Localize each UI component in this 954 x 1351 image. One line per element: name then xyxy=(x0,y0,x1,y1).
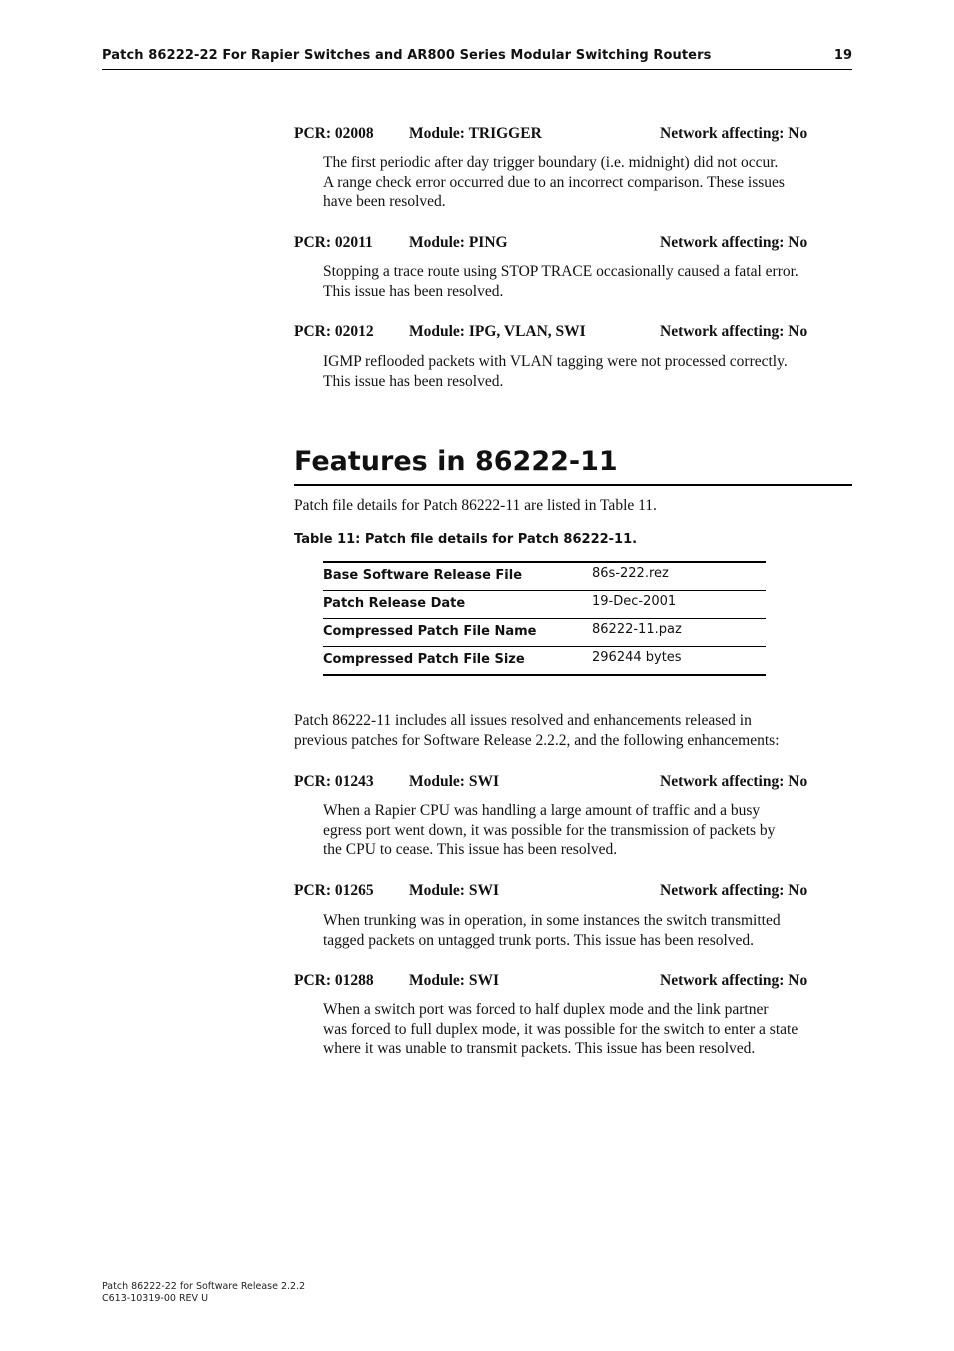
pcr-description-line: egress port went down, it was possible for the transmission of packets by xyxy=(323,821,776,839)
pcr-description-line: When a Rapier CPU was handling a large amount of traffic and a busy xyxy=(323,802,761,819)
pcr-module: Module: SWI xyxy=(409,773,499,790)
table-row-value: 86222-11.paz xyxy=(592,622,682,637)
pcr-network-affecting: Network affecting: No xyxy=(660,882,808,899)
table-row xyxy=(323,647,766,674)
pcr-description-line: This issue has been resolved. xyxy=(323,372,504,390)
pcr-module: Module: IPG, VLAN, SWI xyxy=(409,323,586,340)
summary-line: previous patches for Software Release 2.2.2, and the following enhancements: xyxy=(294,731,780,749)
pcr-description-line: the CPU to cease. This issue has been resolved. xyxy=(323,841,618,858)
pcr-description xyxy=(323,352,855,391)
footer-line: C613-10319-00 REV U xyxy=(102,1292,209,1304)
pcr-network-affecting: Network affecting: No xyxy=(660,234,808,251)
pcr-description-line: where it was unable to transmit packets. This issue has been resolved. xyxy=(323,1040,756,1057)
pcr-id: PCR: 02012 xyxy=(294,323,374,340)
pcr-heading xyxy=(294,972,854,992)
pcr-description-line: This issue has been resolved. xyxy=(323,282,504,300)
table-row xyxy=(323,563,766,591)
pcr-heading xyxy=(294,882,854,902)
table-row-label: Patch Release Date xyxy=(323,596,466,611)
table-caption: Table 11: Patch file details for Patch 86222-11. xyxy=(294,532,638,547)
page-header xyxy=(102,48,852,70)
pcr-network-affecting: Network affecting: No xyxy=(660,972,808,989)
table-row-value: 86s-222.rez xyxy=(592,566,669,581)
table-row-value: 19-Dec-2001 xyxy=(592,594,677,609)
page-number: 19 xyxy=(833,48,852,63)
section-intro: Patch file details for Patch 86222-11 are listed in Table 11. xyxy=(294,497,657,514)
section-title: Features in 86222-11 xyxy=(294,446,852,486)
pcr-description-line: was forced to full duplex mode, it was possible for the switch to enter a state xyxy=(323,1020,799,1038)
footer-line: Patch 86222-22 for Software Release 2.2.2 xyxy=(102,1281,306,1292)
pcr-module: Module: PING xyxy=(409,234,508,251)
pcr-description-line: have been resolved. xyxy=(323,193,446,210)
table-row-label: Base Software Release File xyxy=(323,568,523,583)
pcr-heading xyxy=(294,773,854,793)
pcr-network-affecting: Network affecting: No xyxy=(660,125,808,142)
pcr-description xyxy=(323,801,855,860)
pcr-description-line: When trunking was in operation, in some instances the switch transmitted xyxy=(323,912,781,929)
table-row xyxy=(323,619,766,647)
pcr-network-affecting: Network affecting: No xyxy=(660,773,808,790)
pcr-description xyxy=(323,262,855,301)
header-title: Patch 86222-22 For Rapier Switches and AR800 Series Modular Switching Routers xyxy=(102,48,712,63)
summary-line: Patch 86222-11 includes all issues resolved and enhancements released in xyxy=(294,712,752,729)
pcr-description-line: The first periodic after day trigger boundary (i.e. midnight) did not occur. xyxy=(323,154,779,171)
summary-paragraph xyxy=(294,711,854,750)
table-row xyxy=(323,591,766,619)
pcr-description xyxy=(323,153,855,212)
pcr-description-line: tagged packets on untagged trunk ports. This issue has been resolved. xyxy=(323,931,755,949)
pcr-id: PCR: 01288 xyxy=(294,972,374,989)
pcr-heading xyxy=(294,125,854,145)
table-row-label: Compressed Patch File Name xyxy=(323,624,537,639)
pcr-id: PCR: 02008 xyxy=(294,125,374,142)
pcr-heading xyxy=(294,323,854,343)
pcr-description xyxy=(323,911,855,950)
table-row-label: Compressed Patch File Size xyxy=(323,652,525,667)
pcr-description-line: When a switch port was forced to half duplex mode and the link partner xyxy=(323,1001,769,1018)
pcr-module: Module: SWI xyxy=(409,882,499,899)
pcr-description-line: Stopping a trace route using STOP TRACE occasionally caused a fatal error. xyxy=(323,263,799,280)
page-footer xyxy=(102,1281,305,1304)
pcr-id: PCR: 02011 xyxy=(294,234,373,251)
patch-details-table xyxy=(323,561,766,676)
pcr-id: PCR: 01265 xyxy=(294,882,374,899)
pcr-description-line: A range check error occurred due to an incorrect comparison. These issues xyxy=(323,173,785,191)
pcr-id: PCR: 01243 xyxy=(294,773,374,790)
pcr-description-line: IGMP reflooded packets with VLAN tagging were not processed correctly. xyxy=(323,353,788,370)
pcr-module: Module: TRIGGER xyxy=(409,125,542,142)
pcr-network-affecting: Network affecting: No xyxy=(660,323,808,340)
pcr-description xyxy=(323,1000,855,1059)
pcr-heading xyxy=(294,234,854,254)
pcr-module: Module: SWI xyxy=(409,972,499,989)
table-row-value: 296244 bytes xyxy=(592,650,682,665)
